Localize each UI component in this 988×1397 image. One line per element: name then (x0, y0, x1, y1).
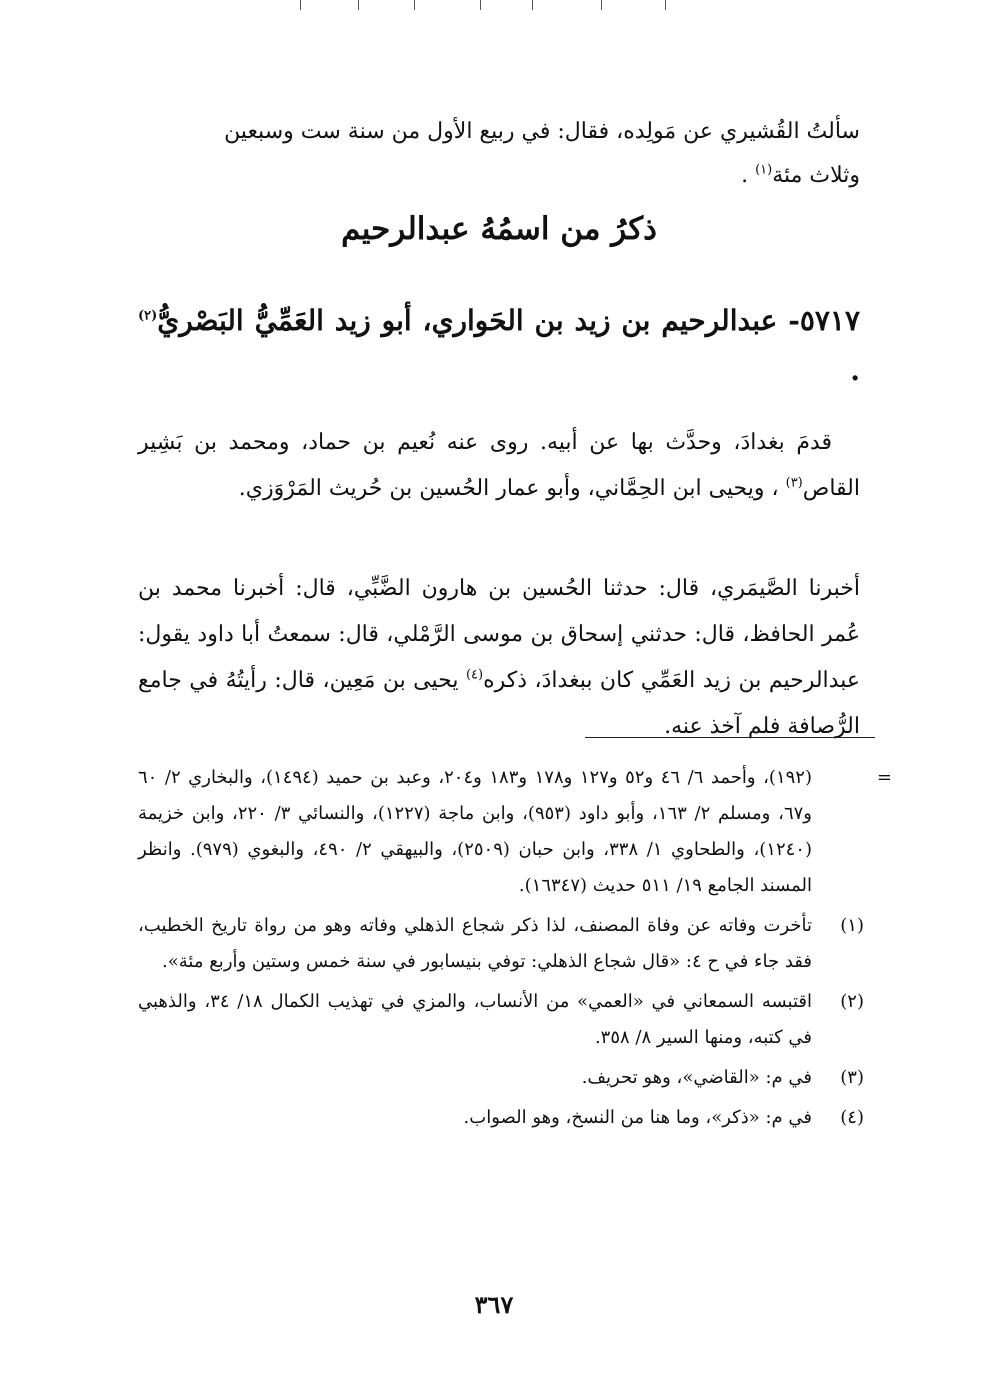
footnote-text: في م: «ذكر»، وما هنا من النسخ، وهو الصواب. (463, 1107, 812, 1128)
biography-text-2: ، ويحيى ابن الحِمَّاني، وأبو عمار الحُسين بن حُريث المَرْوَزي. (238, 476, 786, 501)
footnote-separator (585, 737, 875, 738)
biography-text-1: قدمَ بغدادَ، وحدَّث بها عن أبيه. روى عنه نُعيم بن حماد، ومحمد بن بَشِير القاص (138, 430, 860, 501)
footnote-3 (138, 1060, 870, 1096)
footnote-4 (138, 1100, 870, 1136)
footnote-marker: (٤) (840, 1107, 864, 1128)
footnote-text: في م: «القاضي»، وهو تحريف. (581, 1067, 812, 1088)
footnote-1 (138, 908, 870, 980)
page-number: ٣٦٧ (474, 1290, 514, 1319)
footnote-ref-1[interactable]: (١) (755, 162, 773, 178)
entry-name: عبدالرحيم بن زيد بن الحَواري، أبو زيد العَمِّيُّ البَصْريُّ (157, 304, 789, 337)
footnote-ref-4[interactable]: (٤) (465, 667, 484, 683)
footnote-2 (138, 984, 870, 1056)
intro-line-2-end: . (741, 163, 756, 188)
scan-mark (665, 0, 666, 10)
scan-mark (532, 0, 533, 10)
entry-end: . (850, 354, 860, 387)
biography-paragraph (138, 420, 860, 512)
section-heading: ذكرُ من اسمُهُ عبدالرحيم (341, 211, 657, 247)
intro-line-2: وثلاث مئة (772, 163, 860, 188)
footnote-marker: (٣) (840, 1067, 864, 1088)
scan-mark (601, 0, 602, 10)
footnote-marker: (١) (840, 915, 864, 936)
footnote-text: تأخرت وفاته عن وفاة المصنف، لذا ذكر شجاع الذهلي وفاته وهو من رواة تاريخ الخطيب، فقد جاء في ح ٤: «قال شجاع الذهلي: توفي بنيسابور في سنة خمس وستين وأربع مئة». (138, 915, 812, 972)
footnote-marker: (٢) (840, 991, 864, 1012)
footnote-marker: = (876, 767, 892, 788)
scan-mark (300, 0, 301, 10)
footnote-text: (١٩٢)، وأحمد ٦/ ٤٦ و٥٢ و١٢٧ و١٧٨ و١٨٣ و٢٠٤، وعبد بن حميد (١٤٩٤)، والبخاري ٢/ ٦٠ و٦٧، ومسلم ٢/ ١٦٣، وأبو داود (٩٥٣)، وابن ماجة (١٢٢٧)، والنسائي ٣/ ٢٢٠، وابن خزيمة (١٢٤٠)، والطحاوي ١/ ٣٣٨، وابن حبان (٢٥٠٩)، والبيهقي ٢/ ٤٩٠، والبغوي (٩٧٩). وانظر المسند الجامع ١٩/ ٥١١ حديث (١٦٣٤٧). (138, 767, 812, 896)
scan-mark (480, 0, 481, 10)
scan-mark (358, 0, 359, 10)
narration-paragraph (138, 566, 860, 750)
entry-title (138, 296, 860, 396)
intro-line-1: سألتُ القُشيري عن مَولِده، فقال: في ربيع الأول من سنة ست وسبعين (224, 119, 860, 144)
footnote-ref-2[interactable]: (٢) (138, 308, 158, 324)
entry-number: ٥٧١٧- (788, 304, 860, 337)
narration-text-1: أخبرنا الصَّيمَري، قال: حدثنا الحُسين بن هارون الضَّبِّي، قال: أخبرنا محمد بن عُمر الحافظ، قال: حدثني إسحاق بن موسى الرَّمْلي، قال: سمعتُ أبا داود يقول: عبدالرحيم بن زيد العَمِّي كان ببغدادَ، ذكره (138, 576, 860, 693)
footnote-ref-3[interactable]: (٣) (785, 475, 803, 491)
footnote-continuation (138, 760, 892, 904)
intro-paragraph (138, 110, 860, 198)
footnote-text: اقتبسه السمعاني في «العمي» من الأنساب، والمزي في تهذيب الكمال ١٨/ ٣٤، والذهبي في كتبه، ومنها السير ٨/ ٣٥٨. (138, 991, 812, 1048)
footnotes (138, 760, 892, 1140)
scan-mark (414, 0, 415, 10)
narration-text-2: يحيى بن مَعِين، قال: رأيتُهُ في جامع الرُّصافة فلم آخذ عنه. (138, 668, 860, 739)
